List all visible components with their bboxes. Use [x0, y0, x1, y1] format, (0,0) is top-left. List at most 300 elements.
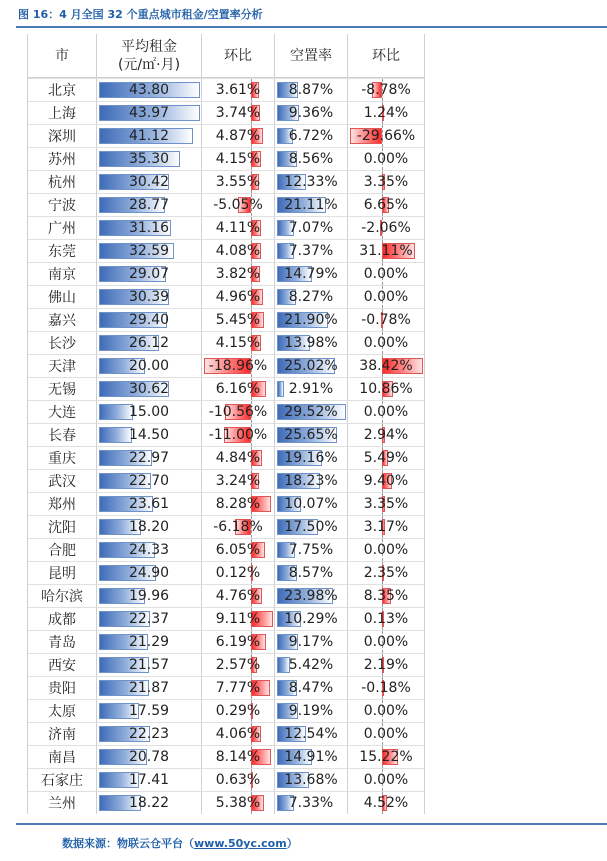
vacancy-cell	[275, 147, 348, 170]
cell-value: 5.49%	[363, 450, 409, 466]
vacancy-cell	[275, 285, 348, 308]
cell-value: 石家庄	[41, 773, 83, 789]
cell-value: 23.98%	[284, 588, 338, 604]
vacancy-mom-cell	[348, 423, 425, 446]
city-cell	[27, 78, 97, 101]
rent-cell	[97, 262, 202, 285]
cell-value: 7.75%	[288, 542, 334, 558]
cell-value: 合肥	[48, 543, 76, 559]
cell-value: 18.20	[128, 519, 170, 535]
city-cell	[27, 653, 97, 676]
city-cell	[27, 446, 97, 469]
table-row	[27, 216, 425, 239]
cell-value: 济南	[48, 727, 76, 743]
rent-cell	[97, 423, 202, 446]
cell-value: 24.33	[128, 542, 170, 558]
table-row	[27, 193, 425, 216]
cell-value: 北京	[48, 83, 76, 99]
cell-value: 贵阳	[48, 681, 76, 697]
vacancy-mom-cell	[348, 170, 425, 193]
vacancy-mom-cell	[348, 469, 425, 492]
city-cell	[27, 354, 97, 377]
cell-value: 8.27%	[288, 289, 334, 305]
cell-value: -10.56%	[208, 404, 268, 420]
rent-cell	[97, 147, 202, 170]
city-cell	[27, 630, 97, 653]
cell-value: 4.52%	[363, 795, 409, 811]
vacancy-cell	[275, 354, 348, 377]
cell-value: 21.11%	[284, 197, 338, 213]
table-body	[27, 78, 425, 814]
city-cell	[27, 285, 97, 308]
rent-cell	[97, 653, 202, 676]
city-cell	[27, 147, 97, 170]
table-row	[27, 515, 425, 538]
cell-value: 9.19%	[288, 703, 334, 719]
cell-value: 21.29	[128, 634, 170, 650]
cell-value: 兰州	[48, 796, 76, 812]
cell-value: 深圳	[48, 129, 76, 145]
rent-mom-cell	[202, 492, 275, 515]
cell-value: 6.65%	[363, 197, 409, 213]
cell-value: 26.12	[128, 335, 170, 351]
table-row	[27, 377, 425, 400]
table-row	[27, 124, 425, 147]
cell-value: 10.07%	[284, 496, 338, 512]
rent-mom-cell	[202, 791, 275, 814]
vacancy-mom-cell	[348, 584, 425, 607]
cell-value: 32.59	[128, 243, 170, 259]
vacancy-mom-cell	[348, 676, 425, 699]
cell-value: 南昌	[48, 750, 76, 766]
rent-cell	[97, 101, 202, 124]
cell-value: 29.07	[128, 266, 170, 282]
cell-value: 4.87%	[215, 128, 261, 144]
cell-value: 无锡	[48, 382, 76, 398]
city-cell	[27, 492, 97, 515]
vacancy-mom-cell	[348, 768, 425, 791]
cell-value: -2.06%	[361, 220, 411, 236]
rent-mom-cell	[202, 745, 275, 768]
vacancy-mom-cell	[348, 446, 425, 469]
top-rule	[16, 26, 607, 28]
table-row	[27, 722, 425, 745]
vacancy-cell	[275, 630, 348, 653]
rent-cell	[97, 377, 202, 400]
rent-cell	[97, 791, 202, 814]
city-cell	[27, 377, 97, 400]
rent-cell	[97, 124, 202, 147]
rent-mom-cell	[202, 515, 275, 538]
cell-value: -6.18%	[213, 519, 263, 535]
cell-value: 4.06%	[215, 726, 261, 742]
cell-value: 3.17%	[363, 519, 409, 535]
cell-value: 14.91%	[284, 749, 338, 765]
vacancy-mom-cell	[348, 538, 425, 561]
rent-mom-cell	[202, 630, 275, 653]
rent-cell	[97, 446, 202, 469]
cell-value: 43.80	[128, 82, 170, 98]
rent-mom-cell	[202, 768, 275, 791]
cell-value: 沈阳	[48, 520, 76, 536]
city-cell	[27, 584, 97, 607]
cell-value: -5.05%	[213, 197, 263, 213]
rent-cell	[97, 515, 202, 538]
table-row	[27, 308, 425, 331]
cell-value: 成都	[48, 612, 76, 628]
vacancy-cell	[275, 561, 348, 584]
cell-value: 5.45%	[215, 312, 261, 328]
cell-value: 3.55%	[215, 174, 261, 190]
cell-value: 上海	[48, 106, 76, 122]
cell-value: 0.63%	[215, 772, 261, 788]
cell-value: 嘉兴	[48, 313, 76, 329]
cell-value: 0.00%	[363, 404, 409, 420]
cell-value: 4.84%	[215, 450, 261, 466]
rent-cell	[97, 561, 202, 584]
cell-value: 15.00	[128, 404, 170, 420]
rent-cell	[97, 331, 202, 354]
vacancy-mom-cell	[348, 607, 425, 630]
cell-value: 43.97	[128, 105, 170, 121]
cell-value: 7.07%	[288, 220, 334, 236]
rent-cell	[97, 492, 202, 515]
cell-value: 30.42	[128, 174, 170, 190]
cell-value: 3.24%	[215, 473, 261, 489]
cell-value: 20.00	[128, 358, 170, 374]
table-row	[27, 354, 425, 377]
vacancy-cell	[275, 791, 348, 814]
vacancy-mom-cell	[348, 653, 425, 676]
cell-value: 4.96%	[215, 289, 261, 305]
vacancy-cell	[275, 262, 348, 285]
vacancy-mom-cell	[348, 193, 425, 216]
cell-value: 郑州	[48, 497, 76, 513]
cell-value: 12.54%	[284, 726, 338, 742]
vacancy-cell	[275, 216, 348, 239]
rent-mom-cell	[202, 216, 275, 239]
cell-value: 17.50%	[284, 519, 338, 535]
cell-value: 3.61%	[215, 82, 261, 98]
cell-value: 南京	[48, 267, 76, 283]
city-cell	[27, 239, 97, 262]
cell-value: 4.11%	[215, 220, 261, 236]
table-row	[27, 676, 425, 699]
table-row	[27, 285, 425, 308]
cell-value: 宁波	[48, 198, 76, 214]
rent-cell	[97, 78, 202, 101]
cell-value: 22.23	[128, 726, 170, 742]
cell-value: 重庆	[48, 451, 76, 467]
city-cell	[27, 262, 97, 285]
rent-mom-cell	[202, 308, 275, 331]
cell-value: 13.68%	[284, 772, 338, 788]
cell-value: 9.17%	[288, 634, 334, 650]
vacancy-mom-cell	[348, 354, 425, 377]
table-row	[27, 653, 425, 676]
rent-cell	[97, 699, 202, 722]
cell-value: 0.00%	[363, 772, 409, 788]
cell-value: 6.16%	[215, 381, 261, 397]
source-note: 数据来源：物联云仓平台（www.50yc.com）	[62, 837, 298, 850]
cell-value: 3.35%	[363, 174, 409, 190]
cell-value: 7.77%	[215, 680, 261, 696]
rent-cell	[97, 676, 202, 699]
city-cell	[27, 607, 97, 630]
rent-cell	[97, 607, 202, 630]
rent-mom-cell	[202, 124, 275, 147]
cell-value: 31.16	[128, 220, 170, 236]
cell-value: 28.77	[128, 197, 170, 213]
cell-value: 广州	[48, 221, 76, 237]
cell-value: 0.12%	[215, 565, 261, 581]
table-row	[27, 492, 425, 515]
cell-value: 1.24%	[363, 105, 409, 121]
rent-mom-cell	[202, 170, 275, 193]
city-cell	[27, 469, 97, 492]
rent-cell	[97, 216, 202, 239]
cell-value: 17.59	[128, 703, 170, 719]
rent-cell	[97, 745, 202, 768]
rent-cell	[97, 722, 202, 745]
rent-mom-cell	[202, 377, 275, 400]
cell-value: 8.35%	[363, 588, 409, 604]
cell-value: 0.00%	[363, 266, 409, 282]
vacancy-cell	[275, 768, 348, 791]
cell-value: 长沙	[48, 336, 76, 352]
city-cell	[27, 515, 97, 538]
table-row	[27, 239, 425, 262]
cell-value: 6.72%	[288, 128, 334, 144]
vacancy-cell	[275, 308, 348, 331]
cell-value: 41.12	[128, 128, 170, 144]
rent-mom-cell	[202, 147, 275, 170]
vacancy-mom-cell	[348, 101, 425, 124]
table-row	[27, 561, 425, 584]
vacancy-mom-cell	[348, 377, 425, 400]
header-vacancy-mom: 环比	[348, 34, 425, 78]
table-row	[27, 538, 425, 561]
table-row	[27, 101, 425, 124]
cell-value: 6.05%	[215, 542, 261, 558]
cell-value: 3.82%	[215, 266, 261, 282]
cell-value: 5.38%	[215, 795, 261, 811]
cell-value: 8.87%	[288, 82, 334, 98]
table-row	[27, 584, 425, 607]
bottom-rule	[16, 823, 607, 825]
cell-value: 20.78	[128, 749, 170, 765]
city-cell	[27, 676, 97, 699]
cell-value: 6.19%	[215, 634, 261, 650]
cell-value: 7.37%	[288, 243, 334, 259]
vacancy-cell	[275, 331, 348, 354]
vacancy-cell	[275, 446, 348, 469]
vacancy-mom-cell	[348, 745, 425, 768]
rent-mom-cell	[202, 561, 275, 584]
cell-value: 大连	[48, 405, 76, 421]
cell-value: 12.33%	[284, 174, 338, 190]
cell-value: 29.40	[128, 312, 170, 328]
cell-value: 38.42%	[359, 358, 413, 374]
vacancy-mom-cell	[348, 492, 425, 515]
cell-value: 30.62	[128, 381, 170, 397]
vacancy-mom-cell	[348, 285, 425, 308]
table-row	[27, 630, 425, 653]
rent-mom-cell	[202, 469, 275, 492]
cell-value: 长春	[48, 428, 76, 444]
cell-value: 2.91%	[288, 381, 334, 397]
cell-value: -18.96%	[208, 358, 268, 374]
table-row	[27, 170, 425, 193]
cell-value: 21.57	[128, 657, 170, 673]
vacancy-cell	[275, 492, 348, 515]
vacancy-cell	[275, 607, 348, 630]
vacancy-cell	[275, 423, 348, 446]
cell-value: -11.00%	[208, 427, 268, 443]
vacancy-cell	[275, 239, 348, 262]
cell-value: 0.13%	[363, 611, 409, 627]
cell-value: 4.15%	[215, 151, 261, 167]
table-row	[27, 331, 425, 354]
vacancy-mom-cell	[348, 216, 425, 239]
rent-mom-cell	[202, 354, 275, 377]
cell-value: 10.86%	[359, 381, 413, 397]
vacancy-cell	[275, 722, 348, 745]
cell-value: 青岛	[48, 635, 76, 651]
city-cell	[27, 216, 97, 239]
vacancy-mom-cell	[348, 147, 425, 170]
cell-value: 8.14%	[215, 749, 261, 765]
city-cell	[27, 331, 97, 354]
table-row	[27, 699, 425, 722]
city-cell	[27, 423, 97, 446]
rent-mom-cell	[202, 584, 275, 607]
cell-value: 8.28%	[215, 496, 261, 512]
rent-mom-cell	[202, 285, 275, 308]
cell-value: 9.36%	[288, 105, 334, 121]
table-row	[27, 423, 425, 446]
rent-mom-cell	[202, 101, 275, 124]
cell-value: 4.15%	[215, 335, 261, 351]
vacancy-mom-cell	[348, 699, 425, 722]
city-cell	[27, 745, 97, 768]
cell-value: 23.61	[128, 496, 170, 512]
cell-value: 21.90%	[284, 312, 338, 328]
source-link[interactable]: www.50yc.com	[194, 837, 287, 850]
cell-value: 9.11%	[215, 611, 261, 627]
vacancy-cell	[275, 745, 348, 768]
header-vacancy: 空置率	[275, 34, 348, 78]
city-cell	[27, 124, 97, 147]
cell-value: 东莞	[48, 244, 76, 260]
cell-value: 4.76%	[215, 588, 261, 604]
rent-mom-cell	[202, 653, 275, 676]
cell-value: 14.79%	[284, 266, 338, 282]
rent-cell	[97, 354, 202, 377]
cell-value: 25.02%	[284, 358, 338, 374]
vacancy-cell	[275, 78, 348, 101]
rent-mom-cell	[202, 446, 275, 469]
cell-value: 29.52%	[284, 404, 338, 420]
rent-mom-cell	[202, 239, 275, 262]
cell-value: 19.96	[128, 588, 170, 604]
rent-mom-cell	[202, 262, 275, 285]
vacancy-mom-cell	[348, 308, 425, 331]
vacancy-cell	[275, 400, 348, 423]
table-row	[27, 768, 425, 791]
cell-value: 西安	[48, 658, 76, 674]
cell-value: 0.00%	[363, 634, 409, 650]
table-row	[27, 446, 425, 469]
cell-value: 0.00%	[363, 726, 409, 742]
figure-title: 图 16：4 月全国 32 个重点城市租金/空置率分析	[18, 8, 263, 21]
vacancy-cell	[275, 653, 348, 676]
rent-cell	[97, 285, 202, 308]
cell-value: 13.98%	[284, 335, 338, 351]
cell-value: 25.65%	[284, 427, 338, 443]
vacancy-mom-cell	[348, 791, 425, 814]
cell-value: 35.30	[128, 151, 170, 167]
cell-value: 21.87	[128, 680, 170, 696]
cell-value: 2.19%	[363, 657, 409, 673]
rent-cell	[97, 170, 202, 193]
cell-value: 昆明	[48, 566, 76, 582]
value-bar	[99, 427, 132, 443]
vacancy-cell	[275, 538, 348, 561]
rent-mom-cell	[202, 193, 275, 216]
rent-cell	[97, 538, 202, 561]
cell-value: 30.39	[128, 289, 170, 305]
city-cell	[27, 193, 97, 216]
cell-value: -8.78%	[361, 82, 411, 98]
rent-vacancy-table	[27, 34, 425, 814]
rent-cell	[97, 239, 202, 262]
cell-value: 24.90	[128, 565, 170, 581]
cell-value: 2.35%	[363, 565, 409, 581]
city-cell	[27, 101, 97, 124]
rent-cell	[97, 469, 202, 492]
cell-value: 18.23%	[284, 473, 338, 489]
cell-value: 22.97	[128, 450, 170, 466]
cell-value: 0.29%	[215, 703, 261, 719]
cell-value: 0.00%	[363, 289, 409, 305]
cell-value: 0.00%	[363, 151, 409, 167]
rent-mom-cell	[202, 331, 275, 354]
vacancy-mom-cell	[348, 239, 425, 262]
city-cell	[27, 538, 97, 561]
vacancy-cell	[275, 515, 348, 538]
vacancy-mom-cell	[348, 331, 425, 354]
rent-mom-cell	[202, 607, 275, 630]
cell-value: 8.47%	[288, 680, 334, 696]
vacancy-mom-cell	[348, 630, 425, 653]
rent-cell	[97, 768, 202, 791]
rent-mom-cell	[202, 676, 275, 699]
cell-value: 22.37	[128, 611, 170, 627]
cell-value: 杭州	[48, 175, 76, 191]
value-bar	[277, 381, 284, 397]
cell-value: 0.00%	[363, 335, 409, 351]
vacancy-cell	[275, 124, 348, 147]
vacancy-cell	[275, 170, 348, 193]
cell-value: 18.22	[128, 795, 170, 811]
cell-value: 3.35%	[363, 496, 409, 512]
cell-value: 0.00%	[363, 703, 409, 719]
cell-value: 2.94%	[363, 427, 409, 443]
cell-value: 武汉	[48, 474, 76, 490]
rent-mom-cell	[202, 423, 275, 446]
cell-value: 22.70	[128, 473, 170, 489]
